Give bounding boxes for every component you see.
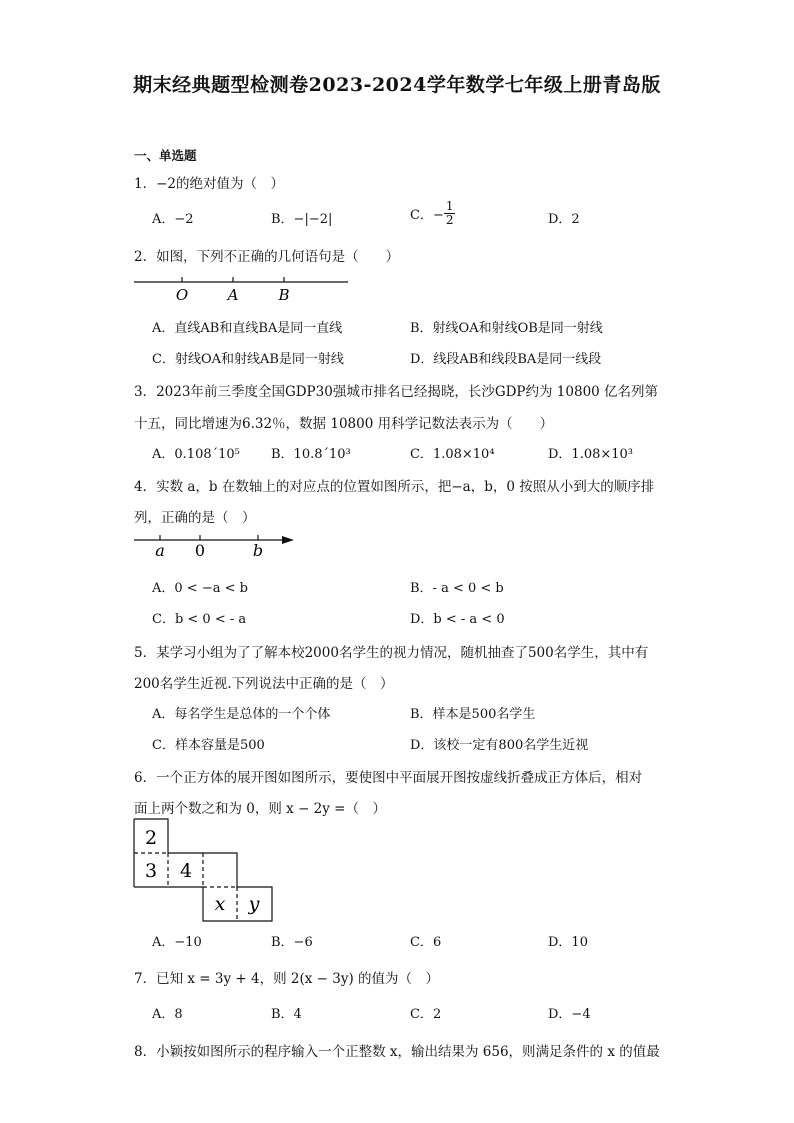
q6-option-c: C．6 (410, 935, 442, 950)
q4-label-b: b (252, 541, 264, 560)
question-3-line-2: 十五，同比增速为6.32％，数据 10800 用科学记数法表示为（ ） (134, 416, 554, 432)
page-title: 期末经典题型检测卷2023-2024学年数学七年级上册青岛版 (133, 74, 661, 96)
q4-option-b: B．- a < 0 < b (410, 581, 504, 596)
q1-fraction (444, 200, 456, 227)
question-5-line-2: 200名学生近视.下列说法中正确的是（ ） (134, 676, 394, 692)
q3-option-d: D．1.08×10³ (548, 447, 634, 462)
q1-option-d: D．2 (548, 212, 580, 227)
q7-option-a: A．8 (152, 1007, 183, 1022)
q5-option-b: B．样本是500名学生 (410, 707, 536, 722)
q4-label-0: 0 (194, 541, 206, 560)
q6-cell-3: 3 (144, 860, 158, 882)
q1-option-a: A．−2 (152, 212, 194, 227)
q6-cube-net (133, 818, 275, 924)
q1-option-b: B．−|−2| (271, 212, 333, 227)
q3-option-c: C．1.08×10⁴ (410, 447, 495, 462)
q7-option-b: B．4 (271, 1007, 302, 1022)
q3-option-a: A．0.108´10⁵ (152, 447, 240, 462)
q2-option-b: B．射线OA和射线OB是同一射线 (410, 321, 603, 336)
q2-option-c: C．射线OA和射线AB是同一射线 (152, 352, 344, 367)
q2-line-figure (134, 272, 354, 306)
q2-option-d: D．线段AB和线段BA是同一线段 (410, 352, 602, 367)
q5-option-a: A．每名学生是总体的一个个体 (152, 707, 331, 722)
question-3-line-1: 3．2023年前三季度全国GDP30强城市排名已经揭晓，长沙GDP约为 10800 亿名列第 (134, 384, 659, 400)
q4-number-line (134, 530, 304, 562)
q2-label-b: B (278, 286, 290, 304)
question-1-stem: 1．−2的绝对值为（ ） (134, 176, 284, 192)
q5-option-d: D．该校一定有800名学生近视 (410, 738, 589, 753)
question-4-line-1: 4．实数 a，b 在数轴上的对应点的位置如图所示，把−a，b，0 按照从小到大的顺序排 (134, 479, 655, 495)
section-heading: 一、单选题 (134, 148, 197, 163)
q6-cell-y: y (248, 893, 260, 915)
question-4-line-2: 列，正确的是（ ） (134, 510, 256, 526)
question-7-stem: 7．已知 x = 3y + 4，则 2(x − 3y) 的值为（ ） (134, 971, 440, 987)
q6-option-a: A．−10 (152, 935, 202, 950)
q6-cell-x: x (214, 893, 226, 915)
q2-label-a: A (227, 286, 239, 304)
question-6-line-1: 6．一个正方体的展开图如图所示，要使图中平面展开图按虚线折叠成正方体后，相对 (134, 770, 643, 786)
q7-option-c: C．2 (410, 1007, 442, 1022)
q4-option-c: C．b < 0 < - a (152, 612, 247, 627)
q4-option-a: A．0 < −a < b (152, 581, 248, 596)
question-8-line-1: 8．小颖按如图所示的程序输入一个正整数 x，输出结果为 656，则满足条件的 x 的值最 (134, 1044, 660, 1060)
q4-label-a: a (155, 541, 165, 560)
q5-option-c: C．样本容量是500 (152, 738, 265, 753)
question-2-stem: 2．如图，下列不正确的几何语句是（ ） (134, 249, 400, 265)
q1-fraction-numerator: 1 (445, 199, 454, 213)
q6-cell-2: 2 (144, 827, 158, 849)
q1-fraction-denominator: 2 (445, 213, 454, 227)
q6-option-d: D．10 (548, 935, 588, 950)
q1-option-c-prefix: C．− (410, 208, 444, 223)
q2-label-o: O (175, 286, 189, 304)
q7-option-d: D．−4 (548, 1007, 591, 1022)
q6-cell-4: 4 (179, 860, 193, 882)
q1-option-c (410, 200, 455, 227)
q6-option-b: B．−6 (271, 935, 313, 950)
q4-option-d: D．b < - a < 0 (410, 612, 505, 627)
q4-axis-arrow (282, 536, 294, 544)
question-5-line-1: 5．某学习小组为了了解本校2000名学生的视力情况，随机抽查了500名学生，其中有 (134, 645, 649, 661)
question-6-line-2: 面上两个数之和为 0，则 x − 2y =（ ） (134, 801, 386, 817)
q3-option-b: B．10.8´10³ (271, 447, 351, 462)
q2-option-a: A．直线AB和直线BA是同一直线 (152, 321, 343, 336)
